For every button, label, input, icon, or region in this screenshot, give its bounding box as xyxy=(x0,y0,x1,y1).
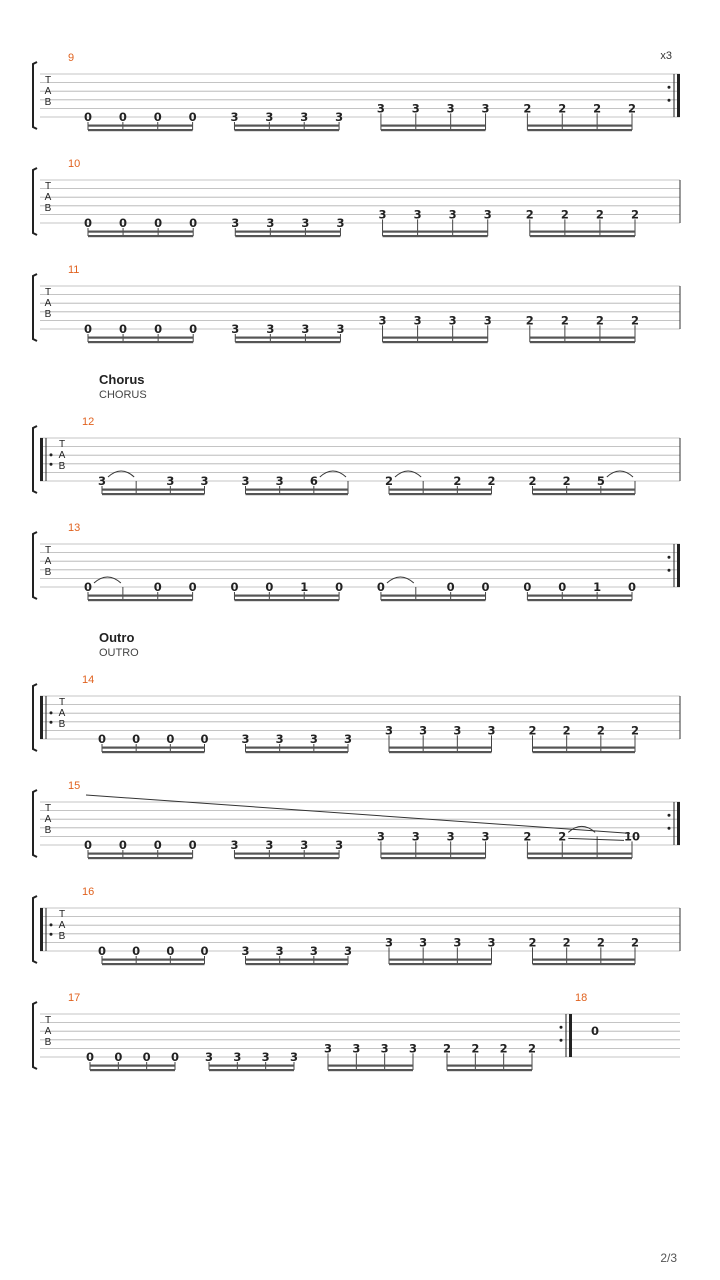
repeat-end-thick-bar xyxy=(677,74,680,117)
beam xyxy=(389,959,492,961)
fret-number: 3 xyxy=(413,207,422,222)
measure-number: 12 xyxy=(82,416,95,428)
fret-number: 3 xyxy=(378,207,387,222)
fret-number: 2 xyxy=(527,1041,537,1056)
tab-clef-letter: B xyxy=(44,825,52,836)
tab-clef-letter: A xyxy=(58,450,66,461)
tab-clef-letter: B xyxy=(44,567,52,578)
beam xyxy=(102,959,205,961)
fret-number: 3 xyxy=(309,944,318,958)
fret-number: 3 xyxy=(380,1041,389,1056)
fret-number: 0 xyxy=(189,216,198,230)
repeat-start-thick-bar xyxy=(40,908,43,951)
fret-number: 2 xyxy=(630,207,640,222)
tab-system xyxy=(33,780,680,859)
system-bracket xyxy=(33,274,37,341)
fret-number: 2 xyxy=(595,313,604,328)
fret-number: 0 xyxy=(590,1024,600,1039)
fret-number: 3 xyxy=(448,207,457,222)
tab-system xyxy=(33,886,680,965)
system-bracket xyxy=(33,1002,37,1069)
fret-number: 3 xyxy=(487,935,496,950)
fret-number: 3 xyxy=(384,723,394,738)
fret-number: 3 xyxy=(448,313,457,328)
beam xyxy=(533,959,636,961)
fret-number: 2 xyxy=(558,829,567,844)
tab-system xyxy=(33,158,680,237)
beam xyxy=(209,1069,294,1071)
tie-arc xyxy=(320,471,346,477)
tab-clef-letter: B xyxy=(44,97,52,108)
beam xyxy=(389,493,492,495)
fret-number: 3 xyxy=(266,216,275,230)
beam xyxy=(102,747,205,749)
fret-number: 3 xyxy=(300,838,309,852)
beam xyxy=(527,129,632,131)
beam xyxy=(381,857,486,859)
system-bracket xyxy=(33,168,37,235)
beam xyxy=(102,751,205,753)
beam xyxy=(234,853,339,855)
system-bracket xyxy=(33,790,37,857)
system-bracket xyxy=(33,426,37,493)
fret-number: 0 xyxy=(154,216,163,230)
fret-number: 2 xyxy=(384,474,394,488)
fret-number: 0 xyxy=(153,110,162,124)
beam xyxy=(234,857,339,859)
repeat-dot xyxy=(50,711,53,714)
tab-clef-letter: B xyxy=(58,931,66,942)
fret-number: 3 xyxy=(204,1050,214,1064)
fret-number: 3 xyxy=(446,829,455,844)
beam xyxy=(447,1065,532,1067)
measure-number: 10 xyxy=(68,158,81,170)
fret-number: 3 xyxy=(166,474,175,488)
system-bracket xyxy=(33,532,37,599)
fret-number: 0 xyxy=(118,110,127,124)
tab-clef-letter: A xyxy=(44,1026,52,1037)
fret-number: 2 xyxy=(562,935,571,950)
fret-number: 2 xyxy=(525,207,534,222)
fret-number: 3 xyxy=(266,322,275,336)
fret-number: 3 xyxy=(408,1041,418,1056)
beam xyxy=(234,129,339,131)
beam xyxy=(533,751,636,753)
beam xyxy=(527,599,632,601)
repeat-dot xyxy=(560,1039,563,1042)
fret-number: 2 xyxy=(523,101,532,116)
fret-number: 3 xyxy=(335,838,344,852)
beam xyxy=(530,337,635,339)
measure-number: 17 xyxy=(68,992,81,1004)
beam xyxy=(246,959,349,961)
beam xyxy=(235,341,340,343)
tab-clef-letter: T xyxy=(44,545,52,556)
page-number: 2/3 xyxy=(660,1251,677,1265)
measure-number: 13 xyxy=(68,522,81,534)
tab-system xyxy=(33,522,680,601)
system-bracket xyxy=(33,62,37,129)
fret-number: 3 xyxy=(378,313,387,328)
measure-number: 9 xyxy=(68,52,75,64)
tab-clef-letter: A xyxy=(44,192,52,203)
fret-number: 3 xyxy=(265,838,274,852)
beam xyxy=(88,235,193,237)
beam xyxy=(389,489,492,491)
repeat-dot xyxy=(50,933,53,936)
beam xyxy=(527,853,632,855)
tab-clef-letter: T xyxy=(58,909,66,920)
fret-number: 0 xyxy=(83,580,93,594)
fret-number: 3 xyxy=(230,110,239,124)
tab-clef-letter: T xyxy=(58,697,66,708)
fret-number: 3 xyxy=(336,322,345,336)
fret-number: 1 xyxy=(300,580,309,594)
tab-clef-letter: A xyxy=(44,298,52,309)
fret-number: 3 xyxy=(376,101,385,116)
tab-clef-letter: A xyxy=(44,814,52,825)
tie-arc xyxy=(395,471,421,477)
beam xyxy=(381,125,486,127)
beam xyxy=(533,963,636,965)
fret-number: 2 xyxy=(596,723,605,738)
fret-number: 3 xyxy=(231,322,240,336)
tab-system xyxy=(33,674,680,753)
fret-number: 0 xyxy=(188,838,197,852)
fret-number: 0 xyxy=(376,580,385,594)
fret-number: 0 xyxy=(97,944,107,958)
fret-number: 0 xyxy=(83,838,93,852)
tab-system xyxy=(33,264,680,343)
fret-number: 0 xyxy=(265,580,274,594)
fret-number: 3 xyxy=(411,101,420,116)
tab-clef-letter: B xyxy=(44,309,52,320)
repeat-dot xyxy=(560,1026,563,1029)
tab-clef-letter: B xyxy=(58,719,66,730)
tie-arc xyxy=(387,577,414,583)
beam xyxy=(381,595,486,597)
section-subtitle-outro: OUTRO xyxy=(99,647,139,659)
beam xyxy=(246,489,349,491)
beam xyxy=(88,129,193,131)
fret-number: 3 xyxy=(323,1041,333,1056)
tab-clef-letter: A xyxy=(44,86,52,97)
repeat-dot xyxy=(668,814,671,817)
repeat-end-thick-bar xyxy=(677,544,680,587)
fret-number: 3 xyxy=(289,1050,299,1064)
tab-clef-letter: A xyxy=(44,556,52,567)
beam xyxy=(383,235,488,237)
fret-number: 2 xyxy=(560,207,569,222)
beam xyxy=(530,235,635,237)
repeat-end-thick-bar xyxy=(677,802,680,845)
fret-number: 2 xyxy=(442,1041,452,1056)
fret-number: 0 xyxy=(114,1050,123,1064)
fret-number: 0 xyxy=(627,580,637,594)
fret-number: 3 xyxy=(233,1050,242,1064)
fret-number: 2 xyxy=(523,829,532,844)
fret-number: 0 xyxy=(132,732,141,746)
fret-number: 0 xyxy=(188,580,197,594)
beam xyxy=(381,129,486,131)
section-subtitle-chorus: CHORUS xyxy=(99,389,147,401)
fret-number: 3 xyxy=(384,935,394,950)
beam xyxy=(88,341,193,343)
fret-number: 0 xyxy=(119,216,128,230)
fret-number: 0 xyxy=(153,838,162,852)
beam xyxy=(88,595,193,597)
repeat-count: x3 xyxy=(660,50,672,62)
tab-clef-letter: A xyxy=(58,920,66,931)
fret-number: 5 xyxy=(596,474,605,488)
section-title-chorus: Chorus xyxy=(99,372,145,387)
fret-number: 3 xyxy=(261,1050,270,1064)
beam xyxy=(527,125,632,127)
beam xyxy=(328,1065,413,1067)
fret-number: 3 xyxy=(275,474,284,488)
fret-number: 3 xyxy=(309,732,318,746)
tab-clef-letter: T xyxy=(44,1015,52,1026)
fret-number: 0 xyxy=(83,110,93,124)
fret-number: 3 xyxy=(301,216,310,230)
fret-number: 3 xyxy=(483,207,492,222)
tab-system xyxy=(33,416,680,495)
fret-number: 0 xyxy=(481,580,490,594)
beam xyxy=(102,489,205,491)
fret-number: 3 xyxy=(231,216,240,230)
fret-number: 2 xyxy=(528,935,537,950)
fret-number: 0 xyxy=(153,580,162,594)
tie-arc xyxy=(607,471,633,477)
beam xyxy=(88,857,193,859)
tab-clef-letter: B xyxy=(44,203,52,214)
fret-number: 0 xyxy=(170,1050,180,1064)
fret-number: 0 xyxy=(142,1050,151,1064)
repeat-dot xyxy=(668,99,671,102)
fret-number: 0 xyxy=(85,1050,95,1064)
fret-number: 3 xyxy=(419,935,428,950)
beam xyxy=(383,341,488,343)
fret-number: 0 xyxy=(188,110,197,124)
measure-number: 15 xyxy=(68,780,81,792)
fret-number: 3 xyxy=(200,474,209,488)
tab-clef-letter: T xyxy=(44,287,52,298)
fret-number: 3 xyxy=(275,732,284,746)
measure-number: 11 xyxy=(68,264,80,276)
fret-number: 3 xyxy=(335,110,344,124)
fret-number: 3 xyxy=(419,723,428,738)
fret-number: 1 xyxy=(593,580,602,594)
fret-number: 2 xyxy=(595,207,604,222)
fret-number: 0 xyxy=(118,838,127,852)
fret-number: 0 xyxy=(132,944,141,958)
fret-number: 0 xyxy=(166,732,175,746)
beam xyxy=(88,337,193,339)
beam xyxy=(527,857,632,859)
beam xyxy=(90,1065,175,1067)
repeat-dot xyxy=(668,569,671,572)
repeat-start-thick-bar xyxy=(40,438,43,481)
beam xyxy=(533,747,636,749)
repeat-start-thick-bar xyxy=(40,696,43,739)
beam xyxy=(246,963,349,965)
fret-number: 2 xyxy=(627,101,637,116)
fret-number: 3 xyxy=(300,110,309,124)
beam xyxy=(90,1069,175,1071)
tab-clef-letter: B xyxy=(58,461,66,472)
fret-number: 2 xyxy=(593,101,602,116)
fret-number: 3 xyxy=(230,838,239,852)
repeat-dot xyxy=(50,453,53,456)
beam xyxy=(383,337,488,339)
fret-number: 2 xyxy=(562,723,571,738)
beam xyxy=(389,963,492,965)
fret-number: 2 xyxy=(499,1041,508,1056)
section-title-outro: Outro xyxy=(99,630,135,645)
fret-number: 3 xyxy=(481,829,490,844)
fret-number: 2 xyxy=(562,474,571,488)
fret-number: 2 xyxy=(630,313,640,328)
tab-clef-letter: A xyxy=(58,708,66,719)
fret-number: 2 xyxy=(630,723,640,738)
fret-number: 0 xyxy=(166,944,175,958)
fret-number: 0 xyxy=(446,580,455,594)
repeat-dot xyxy=(668,86,671,89)
fret-number: 2 xyxy=(453,474,462,488)
beam xyxy=(235,231,340,233)
fret-number: 2 xyxy=(596,935,605,950)
beam xyxy=(88,125,193,127)
fret-number: 3 xyxy=(483,313,492,328)
fret-number: 0 xyxy=(200,732,209,746)
fret-number: 3 xyxy=(343,732,353,746)
tab-clef-letter: T xyxy=(44,75,52,86)
beam xyxy=(389,751,492,753)
beam xyxy=(234,595,339,597)
fret-number: 3 xyxy=(376,829,385,844)
beam xyxy=(234,599,339,601)
beam xyxy=(88,231,193,233)
beam xyxy=(235,337,340,339)
fret-number: 0 xyxy=(97,732,107,746)
beam xyxy=(530,341,635,343)
repeat-dot xyxy=(668,556,671,559)
fret-number: 6 xyxy=(309,474,318,488)
fret-number: 3 xyxy=(453,935,462,950)
fret-number: 0 xyxy=(83,216,93,230)
beam xyxy=(328,1069,413,1071)
fret-number: 3 xyxy=(446,101,455,116)
system-bracket xyxy=(33,896,37,963)
beam xyxy=(102,493,205,495)
beam xyxy=(533,489,636,491)
tie-arc xyxy=(94,577,121,583)
beam xyxy=(527,595,632,597)
fret-number: 0 xyxy=(335,580,344,594)
tie-arc xyxy=(108,471,134,477)
fret-number: 0 xyxy=(189,322,198,336)
beam xyxy=(102,963,205,965)
repeat-dot xyxy=(50,923,53,926)
fret-number: 3 xyxy=(343,944,353,958)
beam xyxy=(381,853,486,855)
fret-number: 3 xyxy=(301,322,310,336)
system-bracket xyxy=(33,684,37,751)
tab-clef-letter: T xyxy=(44,181,52,192)
beam xyxy=(88,853,193,855)
fret-number: 3 xyxy=(411,829,420,844)
fret-number: 3 xyxy=(265,110,274,124)
fret-number: 0 xyxy=(558,580,567,594)
measure-number: 14 xyxy=(82,674,95,686)
beam xyxy=(447,1069,532,1071)
fret-number: 0 xyxy=(119,322,128,336)
fret-number: 2 xyxy=(487,474,496,488)
beam xyxy=(383,231,488,233)
fret-number: 3 xyxy=(413,313,422,328)
measure-number: 18 xyxy=(575,992,588,1004)
fret-number: 2 xyxy=(471,1041,480,1056)
beam xyxy=(530,231,635,233)
fret-number: 3 xyxy=(275,944,284,958)
beam xyxy=(88,599,193,601)
fret-number: 3 xyxy=(97,474,107,488)
fret-number: 3 xyxy=(241,474,250,488)
fret-number: 2 xyxy=(558,101,567,116)
fret-number: 2 xyxy=(525,313,534,328)
fret-number: 2 xyxy=(630,935,640,950)
tab-system xyxy=(33,992,680,1071)
fret-number: 3 xyxy=(241,944,250,958)
slide-line xyxy=(568,838,624,840)
tab-clef-letter: B xyxy=(44,1037,52,1048)
fret-number: 3 xyxy=(241,732,250,746)
fret-number: 3 xyxy=(453,723,462,738)
beam xyxy=(246,751,349,753)
fret-number: 0 xyxy=(523,580,532,594)
fret-number: 0 xyxy=(154,322,163,336)
fret-number: 0 xyxy=(200,944,209,958)
beam xyxy=(246,493,349,495)
fret-number: 3 xyxy=(336,216,345,230)
beam xyxy=(381,599,486,601)
beam xyxy=(234,125,339,127)
beam xyxy=(209,1065,294,1067)
repeat-dot xyxy=(50,463,53,466)
fret-number: 2 xyxy=(528,474,537,488)
fret-number: 10 xyxy=(623,829,641,844)
fret-number: 2 xyxy=(528,723,537,738)
beam xyxy=(246,747,349,749)
fret-number: 2 xyxy=(560,313,569,328)
beam xyxy=(533,493,636,495)
repeat-end-thick-bar xyxy=(569,1014,572,1057)
tab-clef-letter: T xyxy=(44,803,52,814)
fret-number: 3 xyxy=(481,101,490,116)
beam xyxy=(389,747,492,749)
fret-number: 3 xyxy=(352,1041,361,1056)
tab-clef-letter: T xyxy=(58,439,66,450)
repeat-dot xyxy=(668,827,671,830)
fret-number: 3 xyxy=(487,723,496,738)
fret-number: 0 xyxy=(230,580,239,594)
fret-number: 0 xyxy=(83,322,93,336)
repeat-dot xyxy=(50,721,53,724)
measure-number: 16 xyxy=(82,886,95,898)
tab-system xyxy=(33,50,680,131)
beam xyxy=(235,235,340,237)
